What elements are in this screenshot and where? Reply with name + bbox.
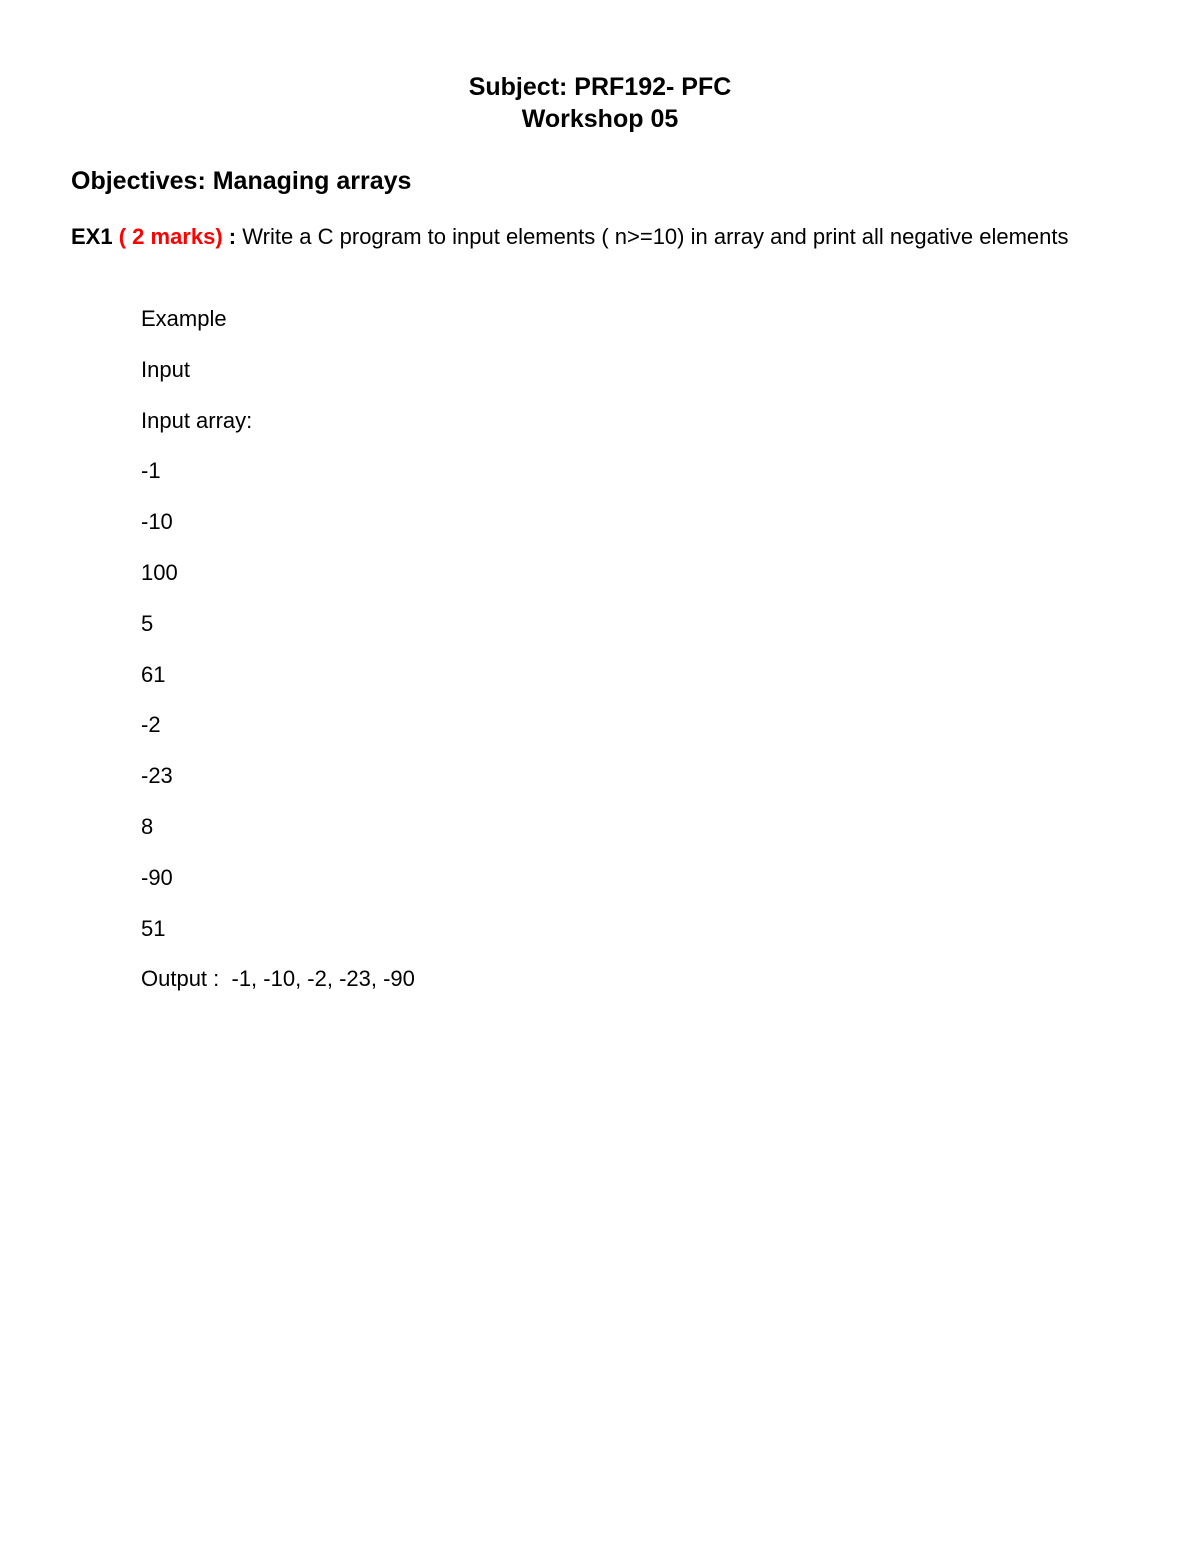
input-value: -10	[141, 509, 173, 535]
input-value: 51	[141, 915, 166, 941]
example-block	[141, 303, 415, 1014]
subject-title: Subject: PRF192- PFC	[468, 73, 732, 101]
input-value: 100	[141, 559, 178, 585]
exercise-description: Write a C program to input elements ( n>=10) in array and print all negative elements	[242, 224, 1069, 249]
input-value: 8	[141, 813, 154, 839]
workshop-title: Workshop 05	[521, 105, 679, 133]
exercise-label: EX1	[71, 224, 113, 249]
input-array-label: Input array:	[141, 407, 253, 433]
input-value: -2	[141, 712, 161, 738]
input-value: -23	[141, 763, 173, 789]
exercise-1	[71, 221, 1071, 252]
input-label: Input	[141, 356, 190, 382]
example-heading: Example	[141, 306, 227, 331]
objectives-heading: Objectives: Managing arrays	[71, 167, 412, 195]
exercise-marks: ( 2 marks)	[118, 224, 223, 249]
exercise-colon: :	[228, 224, 237, 249]
input-value: 5	[141, 610, 154, 636]
input-value: -1	[141, 458, 161, 484]
output-line: Output : -1, -10, -2, -23, -90	[141, 966, 415, 992]
input-value: 61	[141, 661, 166, 687]
input-value: -90	[141, 864, 173, 890]
